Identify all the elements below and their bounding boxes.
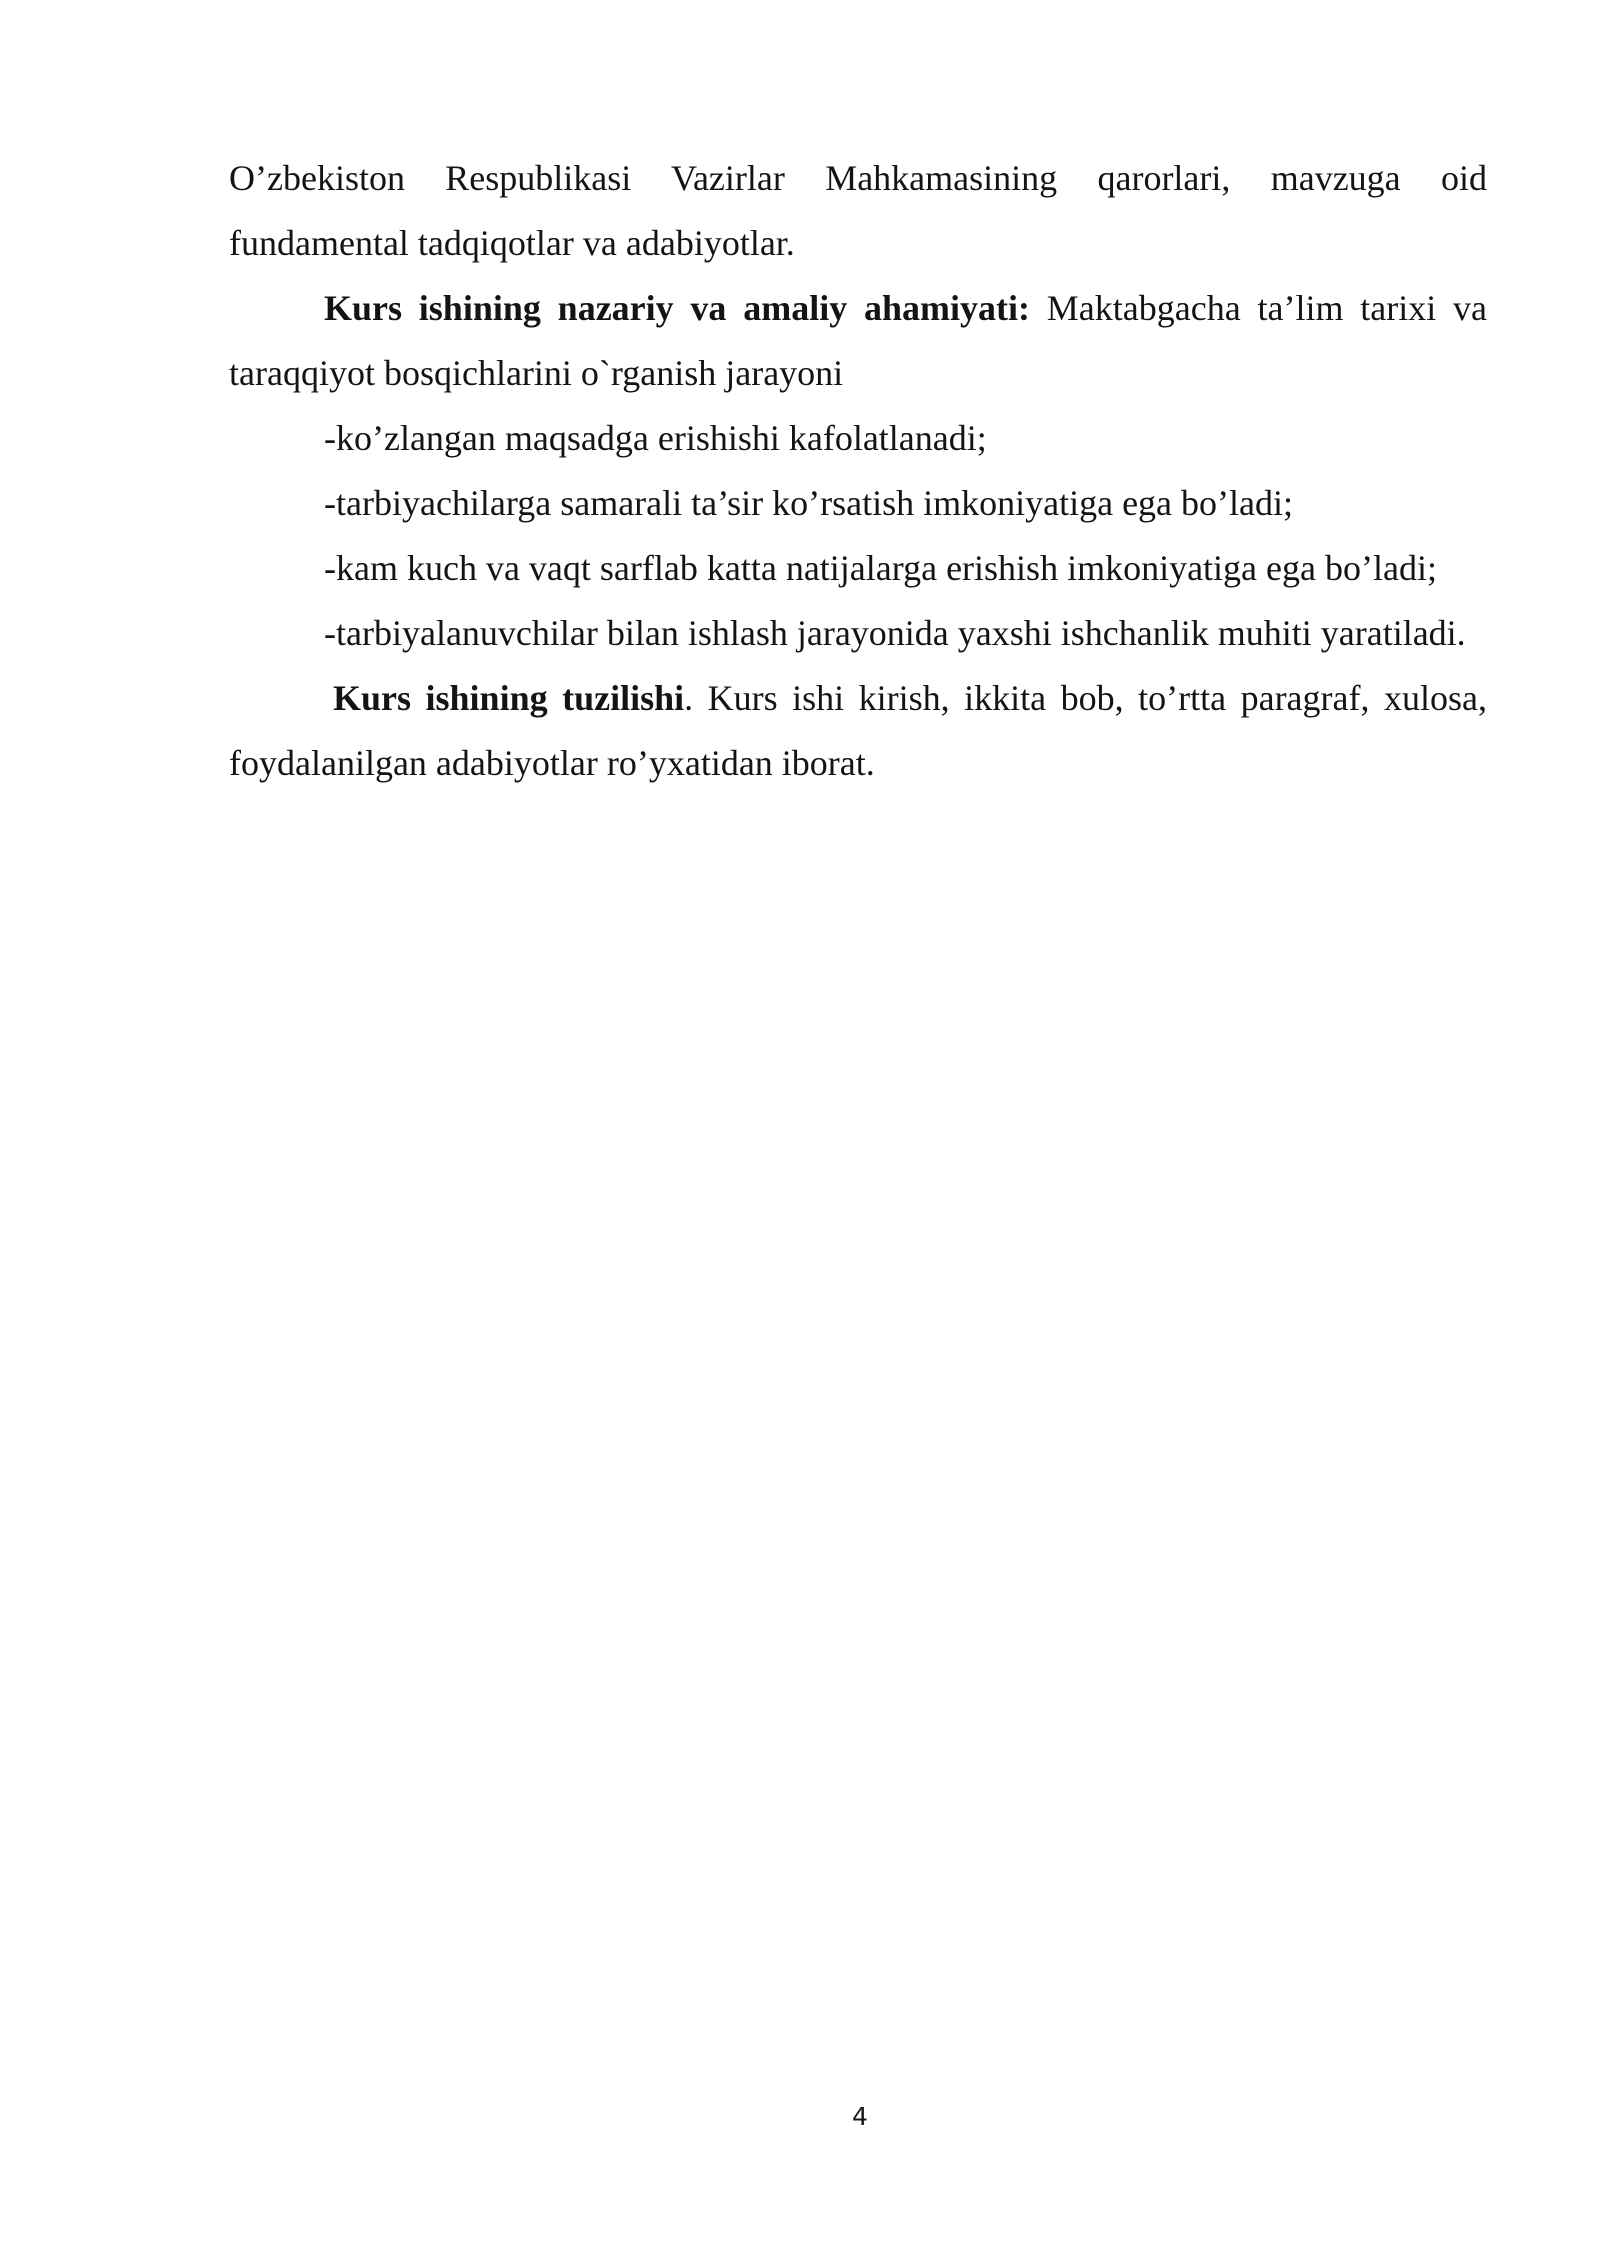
paragraph-text: . Kurs ishi kirish, ikkita bob, to’rtta paragraf, xulosa, foydalanilgan adabiyotlar ro’yxatidan iborat. <box>229 678 1487 783</box>
list-item <box>229 601 1487 666</box>
list-item-text: -kam kuch va vaqt sarflab katta natijalarga erishish imkoniyatiga ega bo’ladi; <box>324 548 1437 588</box>
list-item <box>229 536 1487 601</box>
paragraph-structure <box>229 666 1487 796</box>
section-heading-structure: Kurs ishining tuzilishi <box>333 678 685 718</box>
list-item-text: -ko’zlangan maqsadga erishishi kafolatlanadi; <box>324 418 987 458</box>
paragraph-text: O’zbekiston Respublikasi Vazirlar Mahkamasining qarorlari, mavzuga oid fundamental tadqiqotlar va adabiyotlar. <box>229 158 1487 263</box>
list-item <box>229 406 1487 471</box>
paragraph-text: Maktabgacha ta’lim tarixi va taraqqiyot bosqichlarini o`rganish jarayoni <box>229 288 1487 393</box>
list-item <box>229 471 1487 536</box>
paragraph-significance <box>229 276 1487 406</box>
list-item-text: -tarbiyalanuvchilar bilan ishlash jarayonida yaxshi ishchanlik muhiti yaratiladi. <box>324 613 1466 653</box>
list-item-text: -tarbiyachilarga samarali ta’sir ko’rsatish imkoniyatiga ega bo’ladi; <box>324 483 1294 523</box>
section-heading-significance: Kurs ishining nazariy va amaliy ahamiyati: <box>324 288 1030 328</box>
paragraph-sources <box>229 146 1487 276</box>
page-number: 4 <box>852 2102 868 2131</box>
document-body <box>229 146 1487 796</box>
